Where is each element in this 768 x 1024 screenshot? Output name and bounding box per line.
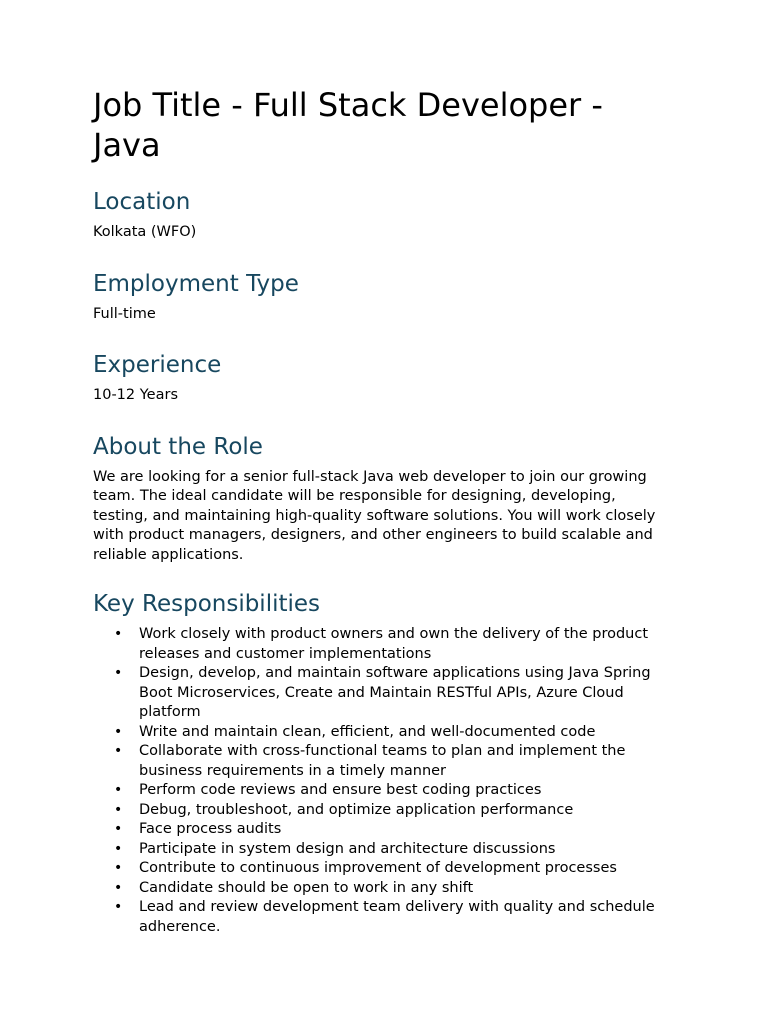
bullet-icon: • (114, 821, 123, 837)
bullet-icon: • (114, 626, 123, 642)
list-item (93, 820, 670, 840)
list-item (93, 859, 670, 879)
list-item (93, 625, 670, 664)
list-item-text: Write and maintain clean, efficient, and well-documented code (139, 723, 596, 740)
bullet-icon: • (114, 860, 123, 876)
experience-heading: Experience (93, 352, 222, 378)
list-item-text: Participate in system design and architecture discussions (139, 840, 556, 857)
bullet-icon: • (114, 899, 123, 915)
list-item (93, 801, 670, 821)
list-item (93, 664, 670, 723)
about-role-heading: About the Role (93, 433, 263, 460)
list-item-text: Face process audits (139, 821, 282, 837)
list-item-text: Candidate should be open to work in any shift (139, 879, 474, 896)
location-value: Kolkata (WFO) (93, 224, 197, 240)
bullet-icon: • (114, 879, 123, 896)
experience-value: 10-12 Years (93, 387, 178, 403)
bullet-icon: • (114, 665, 123, 681)
list-item (93, 879, 670, 899)
bullet-icon: • (114, 801, 123, 818)
bullet-icon: • (114, 723, 123, 740)
employment-type-heading: Employment Type (93, 270, 299, 297)
bullet-icon: • (114, 840, 123, 857)
bullet-icon: • (114, 743, 123, 759)
bullet-icon: • (114, 782, 123, 798)
list-item (93, 723, 670, 743)
job-title: Job Title - Full Stack Developer - Java (93, 86, 603, 164)
list-item (93, 781, 670, 801)
list-item (93, 742, 670, 781)
key-responsibilities-heading: Key Responsibilities (93, 591, 321, 617)
list-item-text: Collaborate with cross-functional teams to plan and implement the business requirements in a timely manner (139, 743, 626, 779)
employment-type-value: Full-time (93, 305, 156, 322)
list-item-text: Perform code reviews and ensure best coding practices (139, 782, 542, 798)
list-item-text: Work closely with product owners and own the delivery of the product releases and customer implementations (139, 626, 649, 662)
list-item-text: Debug, troubleshoot, and optimize application performance (139, 801, 574, 818)
list-item-text: Design, develop, and maintain software applications using Java Spring Boot Microservices, Create and Maintain RESTful APIs, Azure Cloud platform (139, 665, 651, 720)
location-heading: Location (93, 189, 191, 215)
list-item-text: Contribute to continuous improvement of development processes (139, 860, 617, 876)
about-role-text: We are looking for a senior full-stack Java web developer to join our growing team. The ideal candidate will be responsible for designing, developing, testing, and maintaining high-quality software solutions. You will work closely with product managers, designers, and other engineers to build scalable and reliable applications. (93, 468, 656, 563)
list-item (93, 898, 670, 937)
list-item-text: Lead and review development team delivery with quality and schedule adherence. (139, 899, 655, 935)
responsibilities-list (93, 625, 670, 937)
list-item (93, 840, 670, 860)
